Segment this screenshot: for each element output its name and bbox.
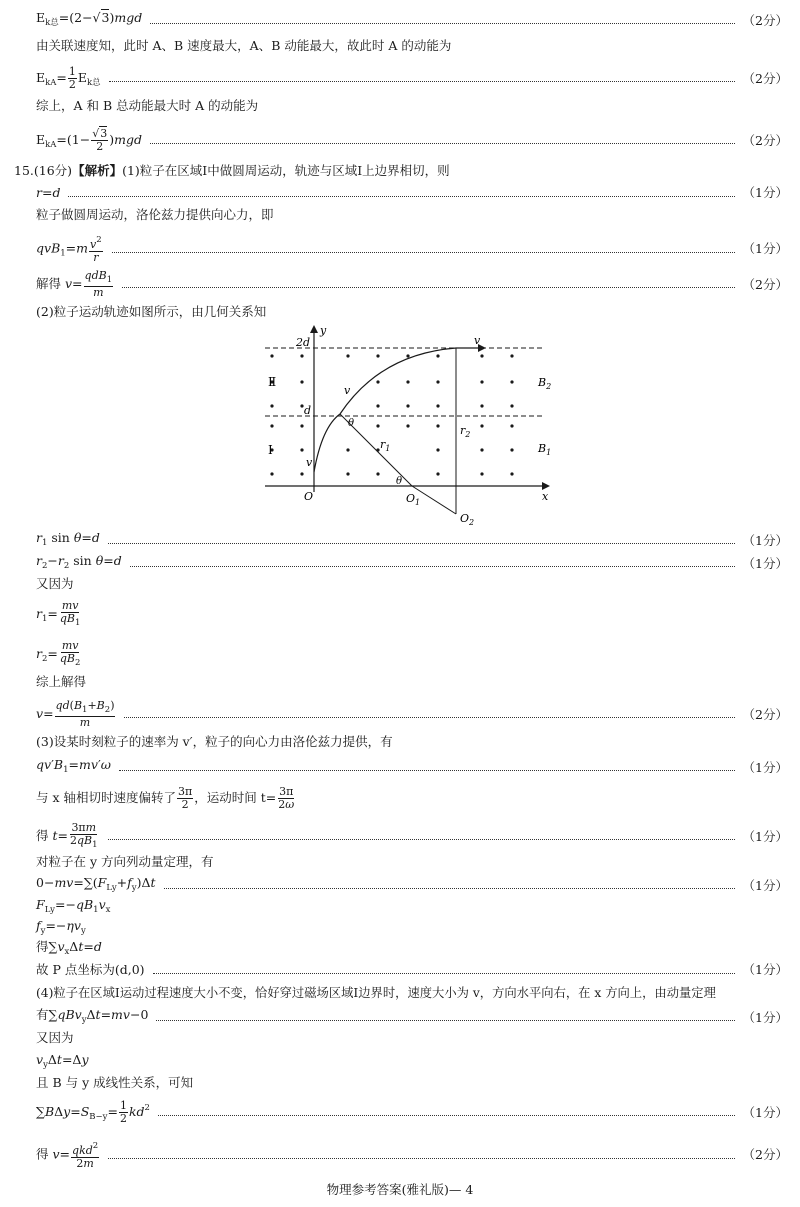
- points: （1分）: [742, 828, 788, 844]
- x-axis-arrow: [542, 482, 550, 490]
- eq-r2-sin: $r_2-r_2$ sin θ=d （1分）: [36, 553, 788, 571]
- label-theta-1: θ: [348, 418, 355, 429]
- label-v-top: v: [474, 334, 481, 347]
- text-line: (4)粒子在区域Ⅰ运动过程速度大小不变，恰好穿过磁场区域Ⅰ边界时，速度大小为 v，方向水平向右，在 x 方向上，由动量定理: [36, 986, 716, 1000]
- eq-lorentz: qvB$_1$=m $\frac{v^2}{r}$ （1分）: [36, 235, 788, 264]
- text-line: 且 B 与 y 成线性关系，可知: [36, 1075, 194, 1090]
- label-v-left: v: [306, 456, 313, 469]
- question-number: 15.: [14, 163, 34, 178]
- question-text: (1)粒子在区域Ⅰ中做圆周运动，轨迹与区域Ⅰ上边界相切，则: [122, 163, 450, 178]
- points: （2分）: [742, 276, 788, 292]
- eq-eka-half: $E_{kA}=$ $\frac{1}{2}$ $E_{k总}$ （2分）: [36, 65, 788, 91]
- analysis-tag: 【解析】: [72, 163, 123, 178]
- text-line: 又因为: [36, 1030, 74, 1045]
- points: （1分）: [742, 962, 788, 977]
- label-d: d: [304, 404, 312, 417]
- points: （1分）: [742, 1009, 788, 1025]
- points: （1分）: [742, 1104, 788, 1120]
- eq-t: 得 t= $\frac{3\pi m}{2qB_1}$ （1分）: [36, 821, 788, 850]
- eq-sum-b: $\sum B\Delta y=S_{B-y}=$ $\frac{1}{2}$ $kd^2$ （1分）: [36, 1099, 788, 1125]
- y-axis-arrow: [310, 325, 318, 333]
- label-v-mid: v: [344, 384, 351, 397]
- label-o1: $O_1$: [406, 492, 421, 507]
- text-line: 对粒子在 y 方向列动量定理，有: [36, 854, 214, 869]
- label-b2: $B_2$: [538, 376, 552, 391]
- trajectory-diagram: [260, 322, 560, 527]
- points: （1分）: [742, 877, 788, 893]
- eq-ek-total: $E_{k总}=(2-√3)mgd$ （2分）: [36, 10, 788, 28]
- points: （2分）: [742, 70, 788, 86]
- text-line: (2)粒子运动轨迹如图所示，由几何关系知: [36, 304, 267, 319]
- points: （2分）: [742, 132, 788, 148]
- label-region-1: Ⅰ: [268, 443, 273, 457]
- text-line: 粒子做圆周运动，洛伦兹力提供向心力，即: [36, 207, 274, 222]
- eq-v-solved: 解得 v= $\frac{qdB_1}{m}$ （2分）: [36, 269, 788, 299]
- points: （1分）: [742, 555, 788, 571]
- points: （2分）: [742, 706, 788, 722]
- label-origin: O: [304, 490, 314, 503]
- label-2d: 2d: [296, 336, 311, 349]
- eq-p-coord: 故 P 点坐标为(d,0) （1分）: [36, 962, 788, 977]
- label-b1: $B_1$: [538, 442, 552, 457]
- eq-qvb: $qv'B_1=mv'\omega$ （1分）: [36, 757, 788, 775]
- eq-momentum-y: $0-mv=\sum(F_{Ly}+f_y)\Delta t$ （1分）: [36, 875, 788, 893]
- points: （2分）: [742, 12, 788, 28]
- eq-vy-dt: $v_y\Delta t=\Delta y$: [36, 1052, 89, 1070]
- label-r2: $r_2$: [460, 424, 471, 439]
- text-deflection: 与 x 轴相切时速度偏转了 $\frac{3\pi}{2}$ ，运动时间 t= $\frac{3\pi}{2\omega}$: [36, 785, 295, 811]
- points: （1分）: [742, 185, 788, 200]
- points: （1分）: [742, 241, 788, 256]
- eq-r2-def: $r_2=$ $\frac{mv}{qB_2}$: [36, 639, 81, 668]
- eq-r1-def: $r_1=$ $\frac{mv}{qB_1}$: [36, 599, 81, 628]
- eq-r-d: r=d （1分）: [36, 185, 788, 200]
- eq-r1-sin: $r_1$ sin θ=d （1分）: [36, 530, 788, 548]
- label-o2: $O_2$: [460, 512, 475, 527]
- eq-eka-final: $E_{kA}=(1-$ $\frac{√3}{2}$ )mgd （2分）: [36, 127, 788, 153]
- text-line: 综上，A 和 B 总动能最大时 A 的动能为: [36, 98, 259, 113]
- label-theta-2: θ: [396, 476, 403, 487]
- eq-fly: $F_{Ly}=-qB_1v_x$: [36, 897, 111, 915]
- points: （2分）: [742, 1147, 788, 1162]
- eq-sum-vx: 得$\sum v_x\Delta t=d$: [36, 939, 102, 957]
- trajectory-arc-1: [314, 414, 340, 472]
- text-line: 又因为: [36, 576, 74, 591]
- eq-momentum-x: 有∑qBv$_y$Δt=mv−0 （1分）: [36, 1007, 788, 1025]
- label-region-2: Ⅱ: [268, 375, 277, 389]
- points: （1分）: [742, 759, 788, 775]
- text-line: 由关联速度知，此时 A、B 速度最大，A、B 动能最大，故此时 A 的动能为: [36, 38, 452, 53]
- page-footer: 物理参考答案(雅礼版)— 4: [326, 1182, 474, 1197]
- text-line: 综上解得: [36, 674, 87, 689]
- eq-v-final: 得 v= $\frac{qkd^2}{2m}$ （2分）: [36, 1141, 788, 1170]
- y-label: y: [320, 324, 327, 337]
- question-score: (16分): [33, 163, 73, 178]
- eq-fy: $f_y=-\eta v_y$: [36, 918, 86, 936]
- x-label: x: [542, 490, 549, 503]
- eq-v-combined: v= $\frac{qd(B_1+B_2)}{m}$ （2分）: [36, 699, 788, 729]
- question-15-header: [14, 163, 788, 179]
- text-line: (3)设某时刻粒子的速率为 v′，粒子的向心力由洛伦兹力提供，有: [36, 734, 393, 749]
- label-r1: $r_1$: [380, 438, 391, 453]
- points: （1分）: [742, 532, 788, 548]
